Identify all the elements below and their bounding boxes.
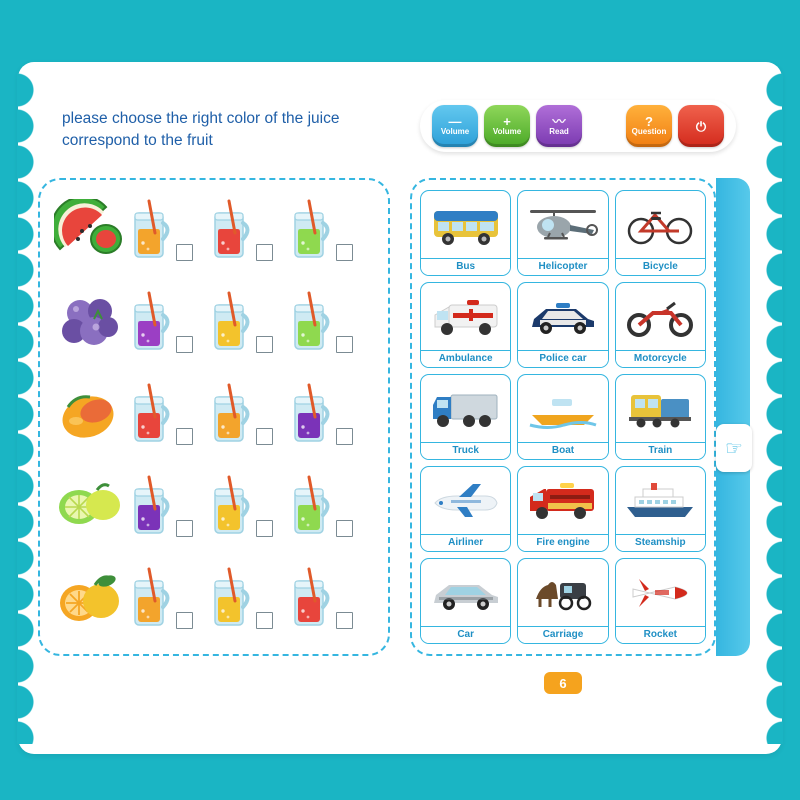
airliner-icon xyxy=(421,467,510,534)
blueberry-icon xyxy=(50,286,128,358)
vehicle-card[interactable] xyxy=(615,466,706,552)
car-icon xyxy=(421,559,510,626)
vehicle-card-label: Steamship xyxy=(616,534,705,551)
mango-icon xyxy=(50,378,128,450)
vehicle-card[interactable] xyxy=(615,558,706,644)
vehicle-card[interactable] xyxy=(517,558,608,644)
volume-down-label: Volume xyxy=(440,127,470,137)
juice-row xyxy=(50,370,382,458)
fire-engine-icon xyxy=(518,467,607,534)
answer-checkbox[interactable] xyxy=(256,612,273,629)
page-scallop-right xyxy=(757,72,783,744)
hand-pointer-icon[interactable]: ☞ xyxy=(716,424,752,472)
answer-checkbox[interactable] xyxy=(176,520,193,537)
lime-icon xyxy=(50,470,128,542)
juice-option[interactable] xyxy=(288,561,368,635)
vehicle-card[interactable] xyxy=(517,282,608,368)
juice-option[interactable] xyxy=(288,469,368,543)
sound-wave-icon: 〰 xyxy=(552,114,566,130)
vehicle-card-grid xyxy=(410,178,716,656)
helicopter-icon xyxy=(518,191,607,258)
motorcycle-icon xyxy=(616,283,705,350)
vehicle-card-label: Truck xyxy=(421,442,510,459)
vehicle-card[interactable] xyxy=(615,374,706,460)
steamship-icon xyxy=(616,467,705,534)
volume-up-label: Volume xyxy=(492,127,522,137)
read-label: Read xyxy=(549,127,569,137)
police-car-icon xyxy=(518,283,607,350)
rocket-icon xyxy=(616,559,705,626)
juice-matching-panel xyxy=(38,178,390,656)
bicycle-icon xyxy=(616,191,705,258)
page-number-badge: 6 xyxy=(544,672,582,694)
answer-checkbox[interactable] xyxy=(336,336,353,353)
answer-checkbox[interactable] xyxy=(256,244,273,261)
vehicle-card-label: Boat xyxy=(518,442,607,459)
volume-down-button[interactable] xyxy=(432,105,478,147)
juice-option[interactable] xyxy=(208,193,288,267)
juice-option[interactable] xyxy=(208,285,288,359)
vehicle-card-label: Police car xyxy=(518,350,607,367)
answer-checkbox[interactable] xyxy=(176,428,193,445)
juice-option[interactable] xyxy=(208,561,288,635)
question-button[interactable] xyxy=(626,105,672,147)
juice-option[interactable] xyxy=(208,377,288,451)
vehicle-card[interactable] xyxy=(615,190,706,276)
vehicle-card[interactable] xyxy=(420,558,511,644)
juice-option[interactable] xyxy=(128,193,208,267)
plus-icon: + xyxy=(503,114,511,130)
answer-checkbox[interactable] xyxy=(256,336,273,353)
vehicle-card-label: Bicycle xyxy=(616,258,705,275)
vehicle-card-label: Car xyxy=(421,626,510,643)
vehicle-card[interactable] xyxy=(420,374,511,460)
question-mark-icon: ? xyxy=(645,114,653,130)
vehicle-card-label: Motorcycle xyxy=(616,350,705,367)
juice-row xyxy=(50,186,382,274)
vehicle-card-label: Helicopter xyxy=(518,258,607,275)
bus-icon xyxy=(421,191,510,258)
vehicle-card[interactable] xyxy=(420,466,511,552)
question-label: Question xyxy=(631,127,667,137)
juice-option[interactable] xyxy=(128,285,208,359)
train-icon xyxy=(616,375,705,442)
vehicle-card-label: Fire engine xyxy=(518,534,607,551)
vehicle-card-label: Bus xyxy=(421,258,510,275)
power-icon: ⏻ xyxy=(695,118,707,134)
juice-option[interactable] xyxy=(128,469,208,543)
juice-option[interactable] xyxy=(288,193,368,267)
answer-checkbox[interactable] xyxy=(176,612,193,629)
juice-option[interactable] xyxy=(128,561,208,635)
vehicle-card[interactable] xyxy=(420,282,511,368)
page-spine xyxy=(716,178,750,656)
read-button[interactable] xyxy=(536,105,582,147)
vehicle-card[interactable] xyxy=(615,282,706,368)
page-title: please choose the right color of the juice correspond to the fruit xyxy=(62,110,340,150)
juice-option[interactable] xyxy=(208,469,288,543)
answer-checkbox[interactable] xyxy=(336,244,353,261)
carriage-icon xyxy=(518,559,607,626)
juice-row xyxy=(50,278,382,366)
juice-option[interactable] xyxy=(288,285,368,359)
vehicle-card[interactable] xyxy=(517,466,608,552)
juice-option[interactable] xyxy=(288,377,368,451)
vehicle-card[interactable] xyxy=(420,190,511,276)
minus-icon: — xyxy=(448,114,462,130)
ambulance-icon xyxy=(421,283,510,350)
volume-up-button[interactable] xyxy=(484,105,530,147)
juice-row xyxy=(50,554,382,642)
boat-icon xyxy=(518,375,607,442)
truck-icon xyxy=(421,375,510,442)
vehicle-card-label: Carriage xyxy=(518,626,607,643)
orange-icon xyxy=(50,562,128,634)
vehicle-card[interactable] xyxy=(517,190,608,276)
vehicle-card-label: Airliner xyxy=(421,534,510,551)
juice-row xyxy=(50,462,382,550)
juice-option[interactable] xyxy=(128,377,208,451)
vehicle-card-label: Ambulance xyxy=(421,350,510,367)
answer-checkbox[interactable] xyxy=(336,612,353,629)
answer-checkbox[interactable] xyxy=(176,244,193,261)
vehicle-card-label: Rocket xyxy=(616,626,705,643)
watermelon-icon xyxy=(50,194,128,266)
answer-checkbox[interactable] xyxy=(256,520,273,537)
answer-checkbox[interactable] xyxy=(176,336,193,353)
vehicle-card-label: Train xyxy=(616,442,705,459)
power-button[interactable] xyxy=(678,105,724,147)
answer-checkbox[interactable] xyxy=(256,428,273,445)
answer-checkbox[interactable] xyxy=(336,428,353,445)
vehicle-card[interactable] xyxy=(517,374,608,460)
answer-checkbox[interactable] xyxy=(336,520,353,537)
device-toolbar xyxy=(420,100,736,152)
